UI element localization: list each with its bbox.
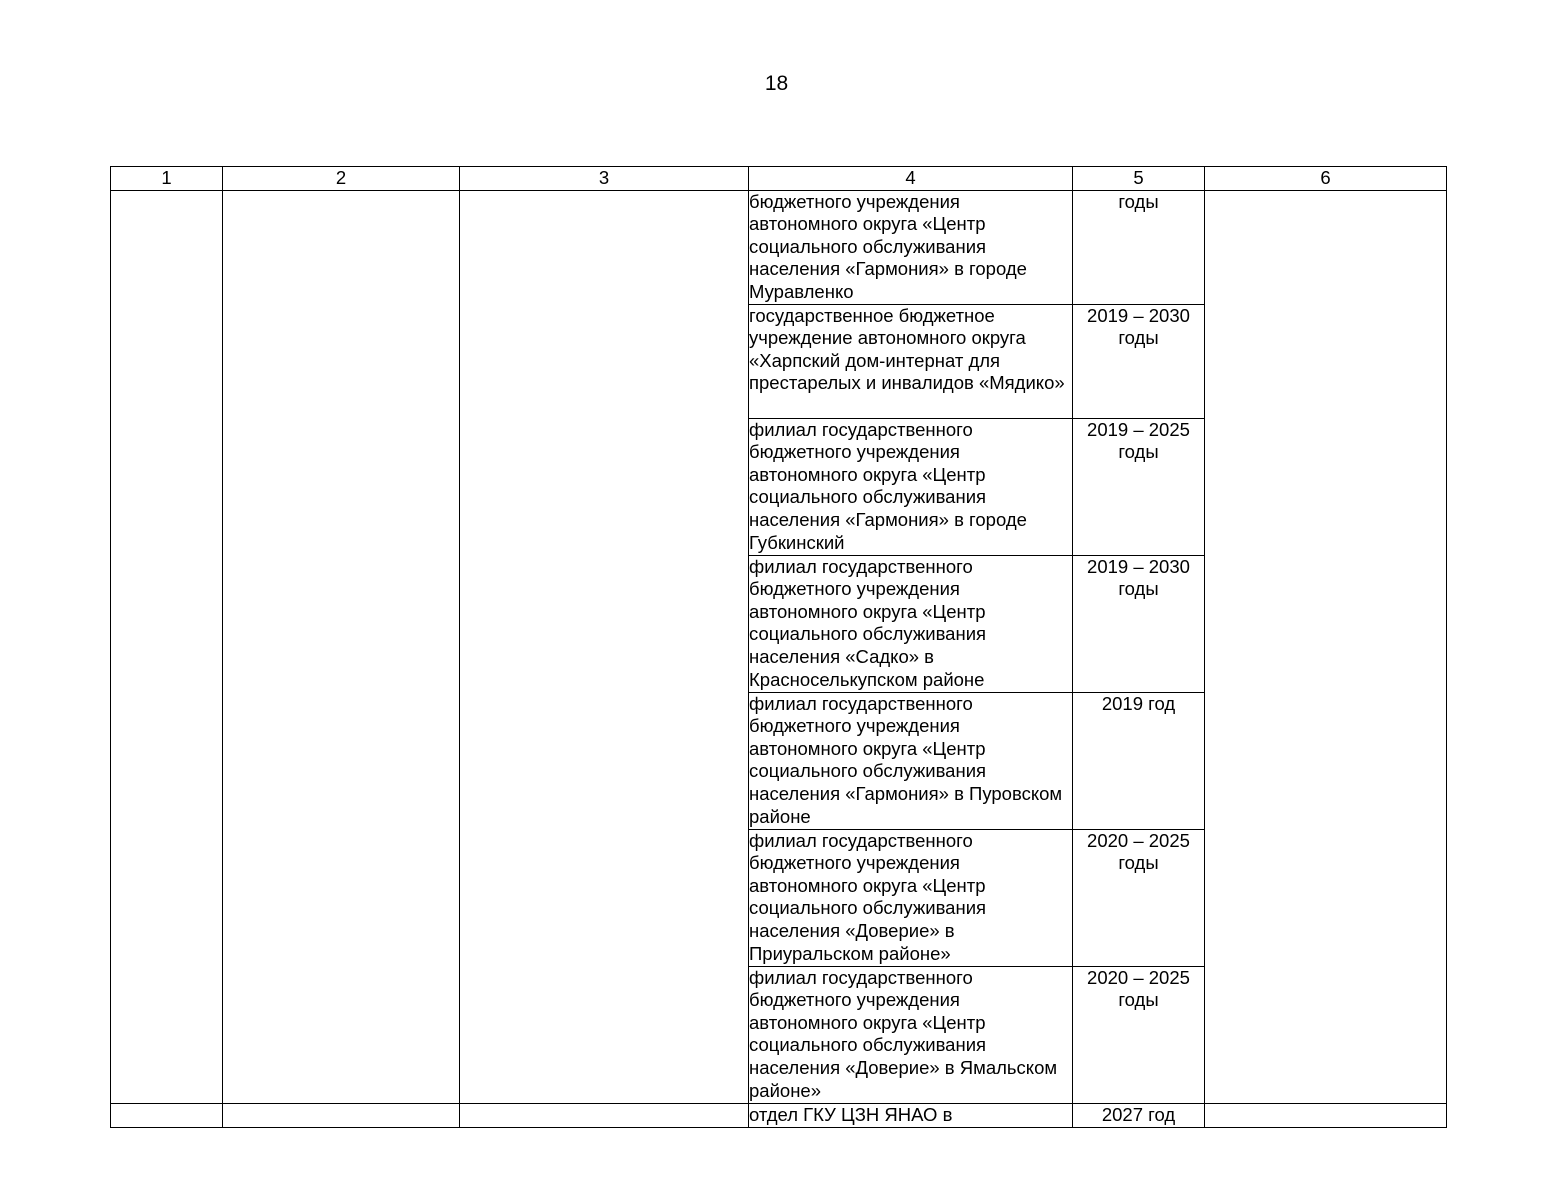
organization-cell: филиал государственного бюджетного учреждения автономного округа «Центр социального обслуживания населения «Доверие» в Приуральском районе» <box>749 829 1073 966</box>
period-cell: годы <box>1073 190 1205 304</box>
table-header-row <box>111 167 1447 191</box>
period-cell: 2019 год <box>1073 692 1205 829</box>
organization-cell: филиал государственного бюджетного учреждения автономного округа «Центр социального обслуживания населения «Гармония» в городе Губкинский <box>749 418 1073 555</box>
period-cell: 2027 год <box>1073 1103 1205 1127</box>
organization-cell: государственное бюджетное учреждение автономного округа «Харпский дом-интернат для престарелых и инвалидов «Мядико» <box>749 304 1073 418</box>
organization-cell: филиал государственного бюджетного учреждения автономного округа «Центр социального обслуживания населения «Гармония» в Пуровском районе <box>749 692 1073 829</box>
empty-cell-col2 <box>223 1103 460 1127</box>
column-header: 1 <box>111 167 223 191</box>
period-cell: 2020 – 2025 годы <box>1073 966 1205 1103</box>
organization-cell: отдел ГКУ ЦЗН ЯНАО в <box>749 1103 1073 1127</box>
period-cell: 2019 – 2030 годы <box>1073 304 1205 418</box>
empty-cell-col1 <box>111 1103 223 1127</box>
organization-cell: филиал государственного бюджетного учреждения автономного округа «Центр социального обслуживания населения «Доверие» в Ямальском районе» <box>749 966 1073 1103</box>
period-cell: 2019 – 2025 годы <box>1073 418 1205 555</box>
empty-cell-col3 <box>460 1103 749 1127</box>
column-header: 5 <box>1073 167 1205 191</box>
column-header: 3 <box>460 167 749 191</box>
period-cell: 2019 – 2030 годы <box>1073 555 1205 692</box>
column-header: 4 <box>749 167 1073 191</box>
empty-cell-col6 <box>1205 190 1447 1103</box>
empty-cell-col2 <box>223 190 460 1103</box>
empty-cell-col1 <box>111 190 223 1103</box>
organization-cell: бюджетного учреждения автономного округа «Центр социального обслуживания населения «Гармония» в городе Муравленко <box>749 190 1073 304</box>
organization-cell: филиал государственного бюджетного учреждения автономного округа «Центр социального обслуживания населения «Садко» в Красноселькупском районе <box>749 555 1073 692</box>
page-number: 18 <box>764 72 789 95</box>
period-cell: 2020 – 2025 годы <box>1073 829 1205 966</box>
data-table <box>110 166 1447 1128</box>
table-row <box>111 1103 1447 1127</box>
table-row <box>111 190 1447 304</box>
empty-cell-col6 <box>1205 1103 1447 1127</box>
column-header: 6 <box>1205 167 1447 191</box>
column-header: 2 <box>223 167 460 191</box>
empty-cell-col3 <box>460 190 749 1103</box>
